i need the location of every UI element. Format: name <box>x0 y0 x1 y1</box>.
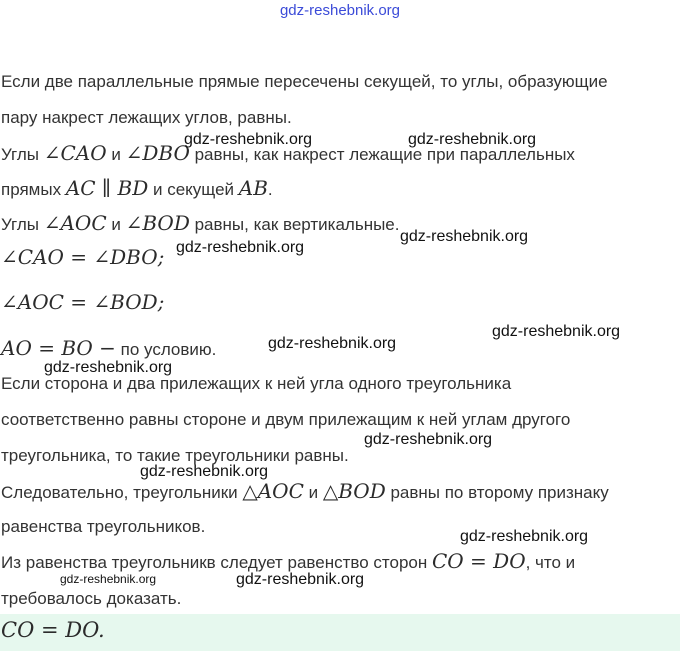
math-expression: ∠CAO <box>43 141 107 165</box>
result-box <box>0 614 680 651</box>
math-expression: ∠DBO <box>125 141 190 165</box>
text-line-2: пару накрест лежащих углов, равны. <box>1 108 292 127</box>
text-line-12: требовалось доказать. <box>1 589 182 608</box>
math-expression: ∠BOD <box>125 211 190 235</box>
text-segment: и <box>106 215 126 234</box>
text-segment: равны, как накрест лежащие при параллельных <box>189 145 575 164</box>
watermark: gdz-reshebnik.org <box>408 131 537 148</box>
text-line-9 <box>1 480 609 504</box>
text-line-4 <box>1 177 273 201</box>
watermark: gdz-reshebnik.org <box>140 463 269 480</box>
text-line-10: равенства треугольников. <box>1 517 206 536</box>
watermark: gdz-reshebnik.org <box>492 323 621 340</box>
math-expression: ∠AOC <box>43 211 107 235</box>
watermark: gdz-reshebnik.org <box>176 239 305 256</box>
text-segment: и секущей <box>148 180 239 199</box>
math-expression: AO = BO − <box>1 336 116 360</box>
text-line-6: Если сторона и два прилежащих к ней угла одного треугольника <box>1 374 512 393</box>
watermark: gdz-reshebnik.org <box>268 335 397 352</box>
text-line-8: треугольника, то такие треугольники равны. <box>1 446 349 465</box>
text-segment: . <box>267 180 273 199</box>
text-segment: и <box>106 145 126 164</box>
math-expression: △AOC <box>242 479 304 503</box>
math-line-3 <box>1 337 216 361</box>
text-line-5 <box>1 212 400 236</box>
watermark: gdz-reshebnik.org <box>184 131 313 148</box>
watermark: gdz-reshebnik.org <box>364 431 493 448</box>
text-segment: и <box>303 483 323 502</box>
math-expression: AB <box>238 176 268 200</box>
watermark: gdz-reshebnik.org <box>400 228 529 245</box>
math-expression: ∠AOC = ∠BOD; <box>1 290 165 314</box>
text-segment: Углы <box>1 145 44 164</box>
text-segment: Следовательно, треугольники <box>1 483 243 502</box>
text-segment: равны по второму признаку <box>385 483 609 502</box>
text-segment: по условию. <box>115 340 217 359</box>
math-expression: CO = DO <box>432 549 526 573</box>
text-line-7: соответственно равны стороне и двум прилежащим к ней углам другого <box>1 410 571 429</box>
text-segment: Из равенства треугольникв следует равенство сторон <box>1 553 432 572</box>
header-watermark: gdz-reshebnik.org <box>279 2 401 19</box>
text-segment: прямых <box>1 180 66 199</box>
math-line-2 <box>1 291 164 315</box>
watermark: gdz-reshebnik.org <box>236 571 365 588</box>
math-expression: ∠CAO = ∠DBO; <box>1 245 165 269</box>
text-segment: , что и <box>525 553 576 572</box>
watermark: gdz-reshebnik.org <box>44 359 173 376</box>
text-segment: Углы <box>1 215 44 234</box>
watermark: gdz-reshebnik.org <box>60 572 157 586</box>
math-expression: △BOD <box>322 479 386 503</box>
math-expression: AC ∥ BD <box>65 176 149 200</box>
result-expression: CO = DO. <box>1 618 105 642</box>
watermark: gdz-reshebnik.org <box>460 528 589 545</box>
text-line-1: Если две параллельные прямые пересечены секущей, то углы, образующие <box>1 72 608 91</box>
text-segment: равны, как вертикальные. <box>189 215 400 234</box>
math-line-1 <box>1 246 164 270</box>
